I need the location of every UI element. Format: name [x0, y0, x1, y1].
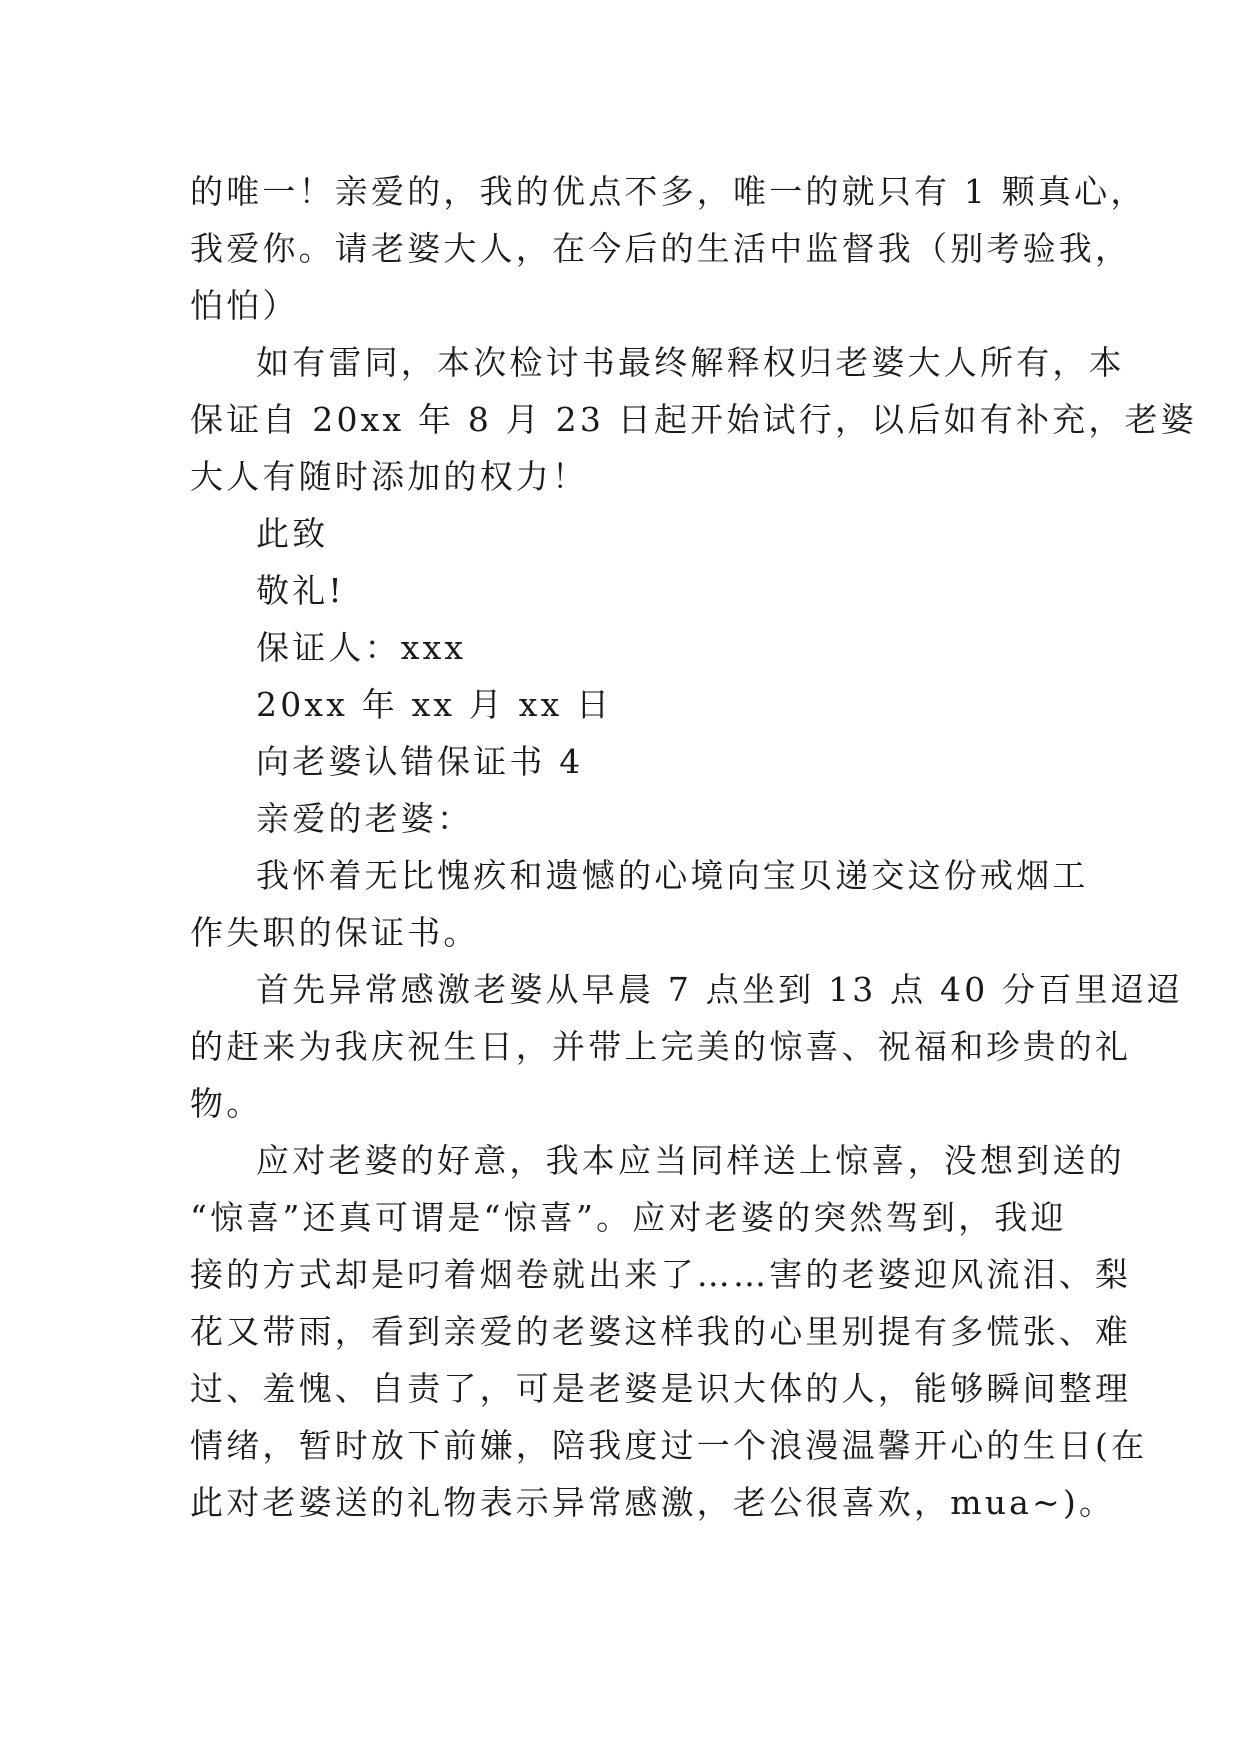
text-line: 如有雷同，本次检讨书最终解释权归老婆大人所有，本 — [256, 343, 1125, 382]
text-line: 亲爱的老婆： — [256, 799, 474, 838]
text-line: 花又带雨，看到亲爱的老婆这样我的心里别提有多慌张、难 — [190, 1312, 1132, 1351]
text-line: 的赶来为我庆祝生日，并带上完美的惊喜、祝福和珍贵的礼 — [190, 1027, 1132, 1066]
text-line: 保证人：xxx — [256, 628, 467, 667]
text-line: 的唯一！亲爱的，我的优点不多，唯一的就只有 1 颗真心， — [190, 172, 1147, 211]
text-line: 怕怕） — [190, 286, 299, 325]
text-line: 此对老婆送的礼物表示异常感激，老公很喜欢，mua~)。 — [190, 1483, 1116, 1522]
text-line: 作失职的保证书。 — [190, 913, 480, 952]
text-line: 保证自 20xx 年 8 月 23 日起开始试行，以后如有补充，老婆 — [190, 400, 1197, 439]
text-line: 我爱你。请老婆大人，在今后的生活中监督我（别考验我， — [190, 229, 1132, 268]
text-line: 物。 — [190, 1084, 263, 1123]
text-line: 过、羞愧、自责了，可是老婆是识大体的人，能够瞬间整理 — [190, 1369, 1132, 1408]
text-line: 首先异常感激老婆从早晨 7 点坐到 13 点 40 分百里迢迢 — [256, 970, 1184, 1009]
text-line: 此致 — [256, 514, 329, 553]
text-line: 大人有随时添加的权力！ — [190, 457, 589, 496]
text-line: 情绪，暂时放下前嫌，陪我度过一个浪漫温馨开心的生日(在 — [190, 1426, 1148, 1465]
text-line: 20xx 年 xx 月 xx 日 — [256, 685, 613, 724]
text-line: 应对老婆的好意，我本应当同样送上惊喜，没想到送的 — [256, 1141, 1125, 1180]
text-line: 我怀着无比愧疚和遗憾的心境向宝贝递交这份戒烟工 — [256, 856, 1089, 895]
text-line: 接的方式却是叼着烟卷就出来了……害的老婆迎风流泪、梨 — [190, 1255, 1132, 1294]
text-line: “惊喜”还真可谓是“惊喜”。应对老婆的突然驾到，我迎 — [190, 1198, 1067, 1237]
text-line: 敬礼! — [256, 571, 345, 610]
text-line: 向老婆认错保证书 4 — [256, 742, 584, 781]
